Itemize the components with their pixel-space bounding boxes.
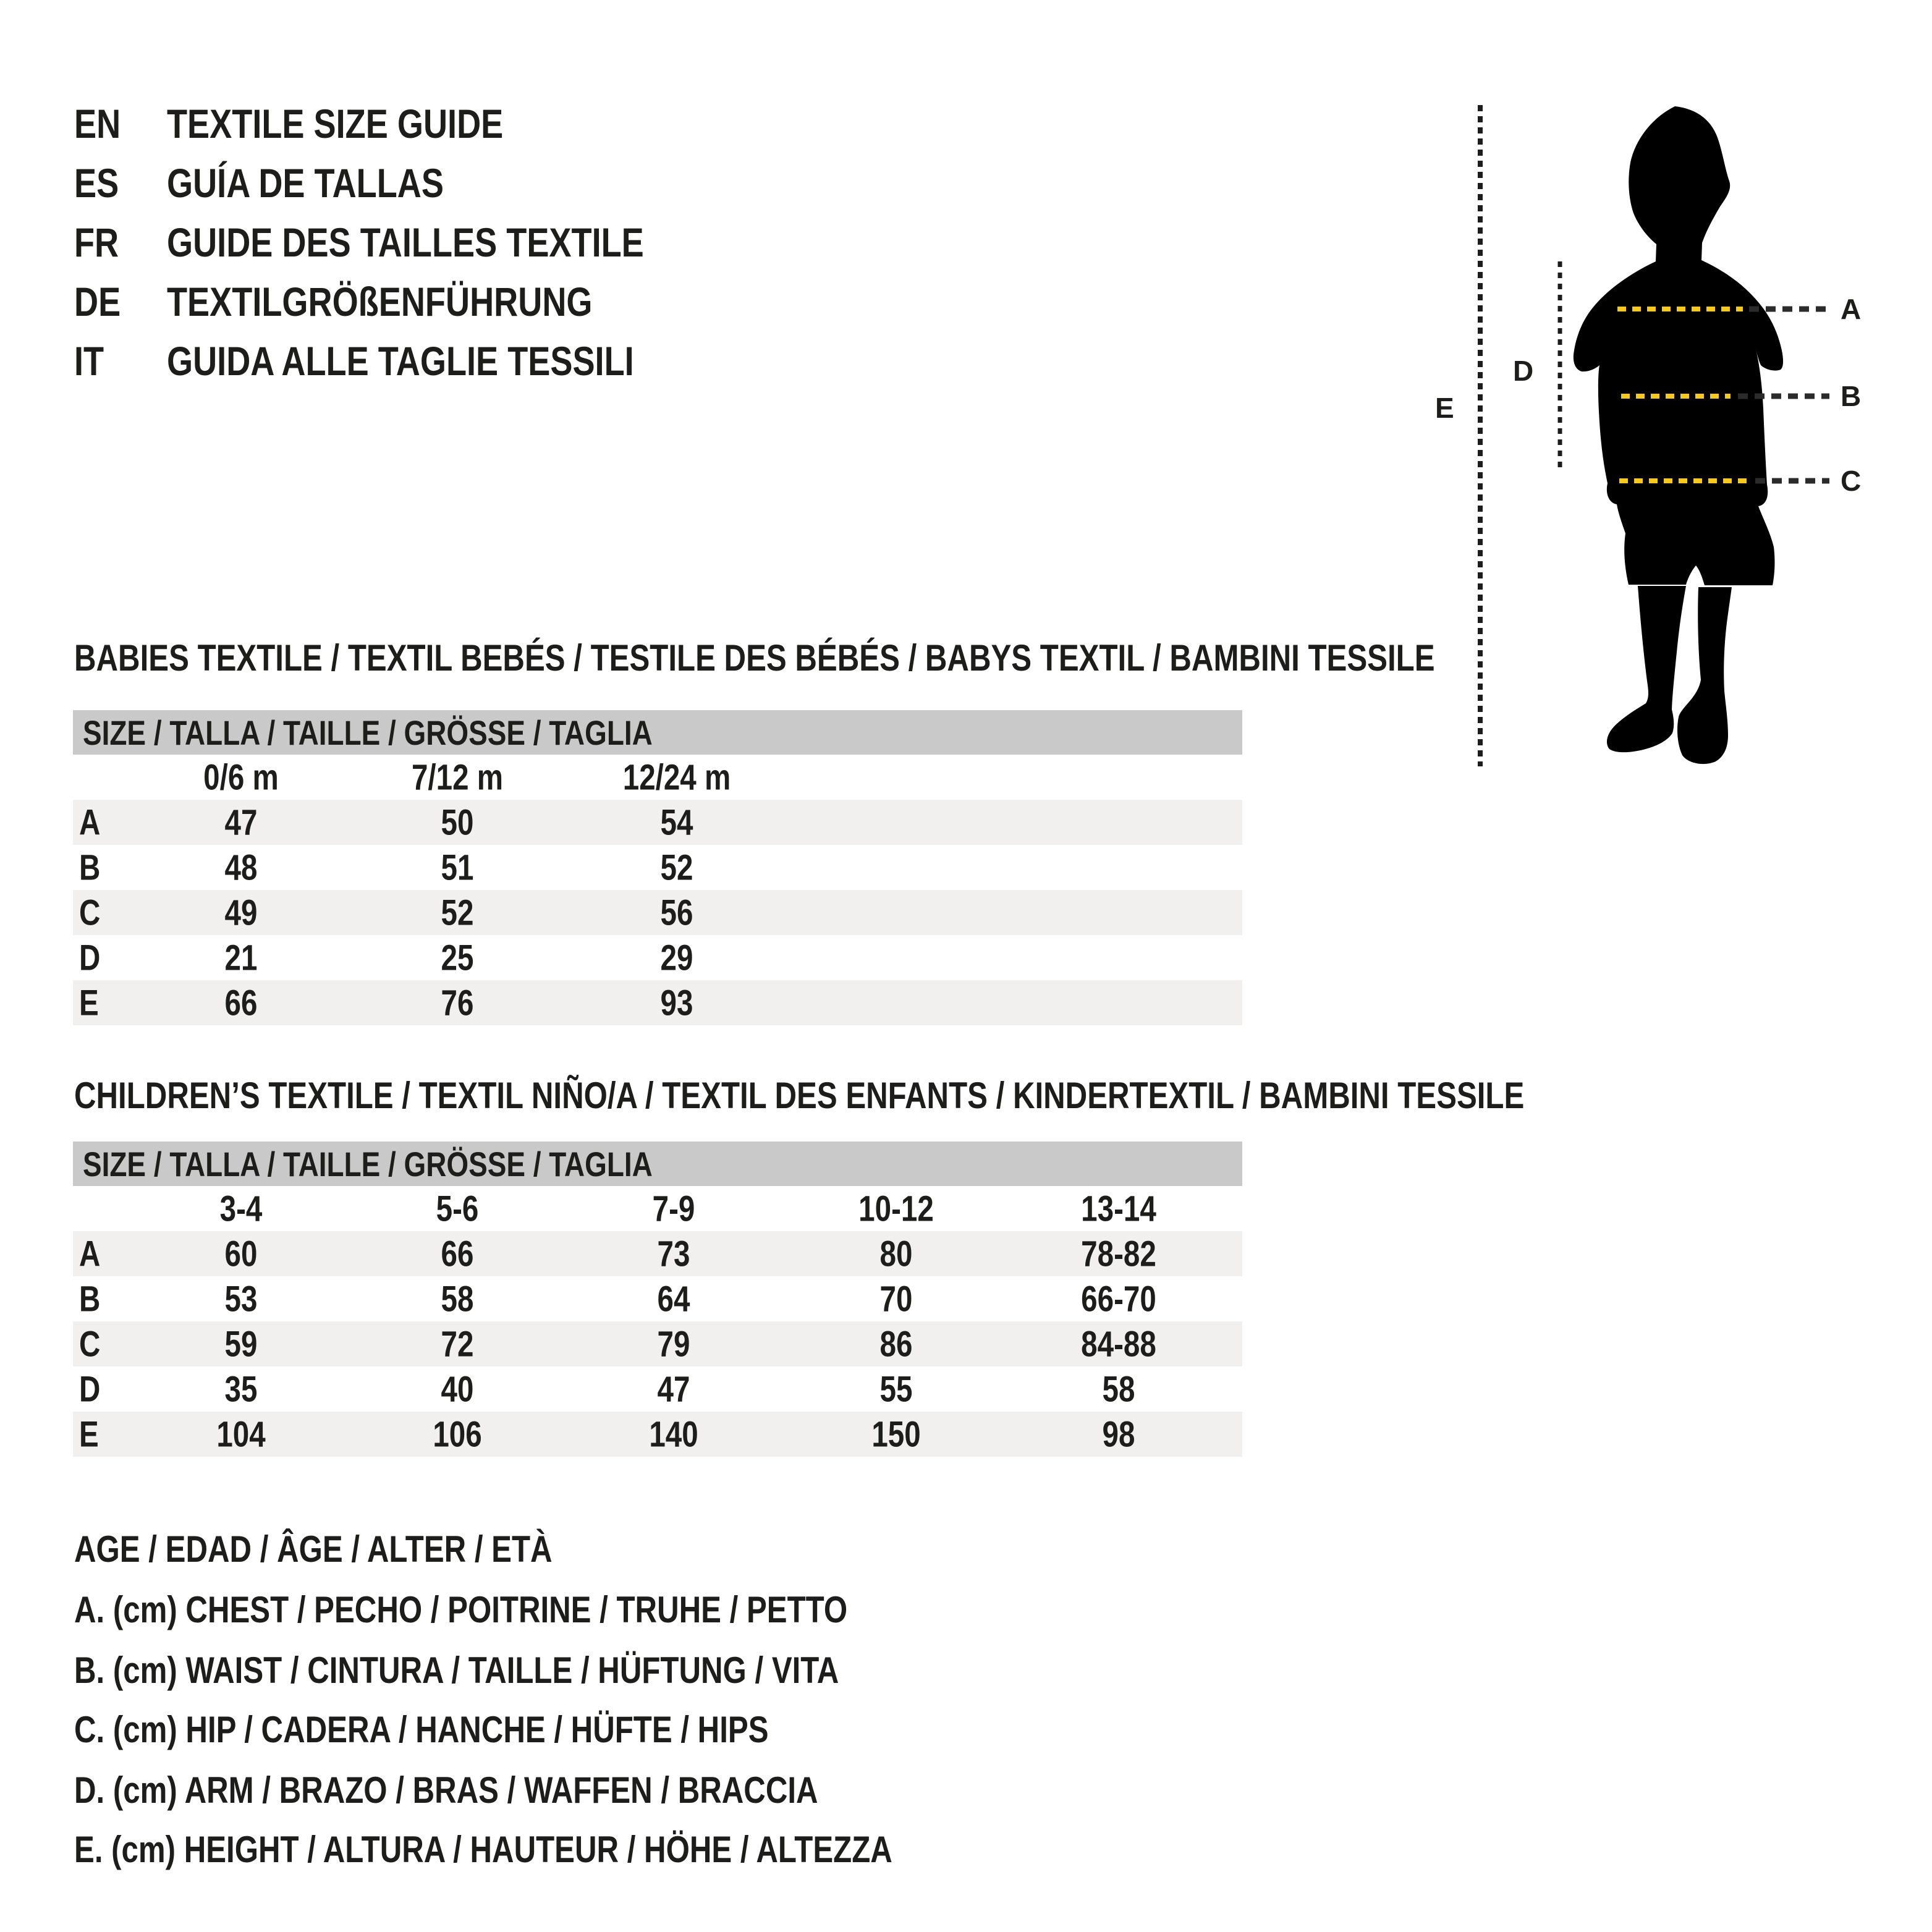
language-code: EN: [74, 101, 121, 146]
language-title: TEXTILGRÖßENFÜHRUNG: [167, 279, 593, 324]
table-cell: 47: [224, 802, 258, 842]
table-row: [73, 845, 1242, 890]
table-cell: 25: [441, 938, 474, 978]
column-header: 13-14: [1081, 1188, 1156, 1229]
table-cell: 60: [224, 1234, 258, 1274]
label-a-chest: A: [1841, 293, 1862, 325]
table-row: [73, 890, 1242, 935]
table-row: [73, 1231, 1242, 1276]
table-row: [73, 800, 1242, 845]
table-cell: 29: [660, 938, 693, 978]
column-header: 10-12: [858, 1188, 934, 1229]
children-column-headers: [73, 1186, 1242, 1231]
table-row: [73, 935, 1242, 980]
table-cell: 76: [441, 983, 474, 1023]
label-c-hip: C: [1841, 465, 1862, 497]
babies-size-table: [73, 710, 1242, 1025]
column-header: 7-9: [652, 1188, 695, 1229]
legend-arm-line: D. (cm) ARM / BRAZO / BRAS / WAFFEN / BRACCIA: [74, 1769, 818, 1811]
table-cell: 56: [660, 892, 693, 933]
table-cell: 58: [441, 1279, 474, 1319]
row-label: D: [79, 1369, 101, 1409]
row-label: E: [79, 983, 99, 1023]
table-cell: 52: [441, 892, 474, 933]
babies-section-title: BABIES TEXTILE / TEXTIL BEBÉS / TESTILE DES BÉBÉS / BABYS TEXTIL / BAMBINI TESSILE: [74, 637, 1435, 679]
language-title: GUÍA DE TALLAS: [167, 160, 444, 206]
table-cell: 47: [657, 1369, 690, 1409]
legend-waist-line: B. (cm) WAIST / CINTURA / TAILLE / HÜFTUNG / VITA: [74, 1649, 839, 1691]
table-row: [73, 1276, 1242, 1321]
column-header: 12/24 m: [622, 757, 731, 797]
row-label: B: [79, 847, 101, 888]
language-title: GUIDE DES TAILLES TEXTILE: [167, 219, 644, 265]
table-cell: 54: [660, 802, 693, 842]
column-header: 7/12 m: [411, 757, 504, 797]
table-cell: 21: [224, 938, 258, 978]
children-section-title: CHILDREN’S TEXTILE / TEXTIL NIÑO/A / TEXTIL DES ENFANTS / KINDERTEXTIL / BAMBINI TESSILE: [74, 1074, 1525, 1116]
table-cell: 70: [879, 1279, 913, 1319]
table-cell: 140: [649, 1414, 698, 1454]
table-row: [73, 1366, 1242, 1412]
legend-hip-line: C. (cm) HIP / CADERA / HANCHE / HÜFTE / HIPS: [74, 1708, 769, 1750]
table-cell: 86: [879, 1324, 913, 1364]
table-cell: 106: [433, 1414, 482, 1454]
children-size-header-bar: SIZE / TALLA / TAILLE / GRÖSSE / TAGLIA: [73, 1142, 1242, 1186]
language-title: TEXTILE SIZE GUIDE: [167, 101, 504, 146]
table-cell: 58: [1102, 1369, 1135, 1409]
table-cell: 53: [224, 1279, 258, 1319]
label-b-waist: B: [1841, 380, 1862, 412]
table-cell: 73: [657, 1234, 690, 1274]
table-cell: 78-82: [1081, 1234, 1156, 1274]
table-cell: 93: [660, 983, 693, 1023]
language-title: GUIDA ALLE TAGLIE TESSILI: [167, 338, 634, 384]
language-code: DE: [74, 279, 121, 324]
table-cell: 66-70: [1081, 1279, 1156, 1319]
row-label: A: [79, 802, 101, 842]
table-cell: 84-88: [1081, 1324, 1156, 1364]
table-cell: 48: [224, 847, 258, 888]
table-cell: 40: [441, 1369, 474, 1409]
language-code: FR: [74, 219, 119, 265]
row-label: C: [79, 892, 101, 933]
language-code: ES: [74, 160, 119, 206]
babies-column-headers: [73, 755, 1242, 800]
language-row-es: [74, 158, 504, 208]
row-label: B: [79, 1279, 101, 1319]
table-row: [73, 1412, 1242, 1457]
column-header: 3-4: [219, 1188, 263, 1229]
table-row: [73, 980, 1242, 1025]
table-cell: 72: [441, 1324, 474, 1364]
babies-size-header-bar: SIZE / TALLA / TAILLE / GRÖSSE / TAGLIA: [73, 710, 1242, 755]
table-cell: 64: [657, 1279, 690, 1319]
row-label: A: [79, 1234, 101, 1274]
table-cell: 80: [879, 1234, 913, 1274]
table-cell: 104: [216, 1414, 266, 1454]
children-size-table: [73, 1142, 1242, 1457]
legend-height-line: E. (cm) HEIGHT / ALTURA / HAUTEUR / HÖHE / ALTEZZA: [74, 1828, 892, 1870]
table-row: [73, 1321, 1242, 1366]
table-cell: 50: [441, 802, 474, 842]
table-cell: 55: [879, 1369, 913, 1409]
column-header: 5-6: [436, 1188, 479, 1229]
table-cell: 79: [657, 1324, 690, 1364]
table-cell: 98: [1102, 1414, 1135, 1454]
table-cell: 150: [871, 1414, 921, 1454]
language-row-it: [74, 336, 737, 386]
table-cell: 59: [224, 1324, 258, 1364]
row-label: C: [79, 1324, 101, 1364]
label-e-height: E: [1435, 392, 1455, 424]
label-d-arm: D: [1513, 355, 1535, 387]
table-cell: 49: [224, 892, 258, 933]
language-row-en: [74, 99, 577, 148]
language-row-de: [74, 277, 686, 326]
column-header: 0/6 m: [203, 757, 279, 797]
table-cell: 52: [660, 847, 693, 888]
legend-chest-line: A. (cm) CHEST / PECHO / POITRINE / TRUHE / PETTO: [74, 1588, 848, 1630]
table-cell: 66: [224, 983, 258, 1023]
row-label: D: [79, 938, 101, 978]
row-label: E: [79, 1414, 99, 1454]
table-cell: 51: [441, 847, 474, 888]
legend-age-line: AGE / EDAD / ÂGE / ALTER / ETÀ: [74, 1528, 553, 1570]
language-code: IT: [74, 338, 104, 384]
table-cell: 66: [441, 1234, 474, 1274]
table-cell: 35: [224, 1369, 258, 1409]
language-row-fr: [74, 218, 748, 267]
